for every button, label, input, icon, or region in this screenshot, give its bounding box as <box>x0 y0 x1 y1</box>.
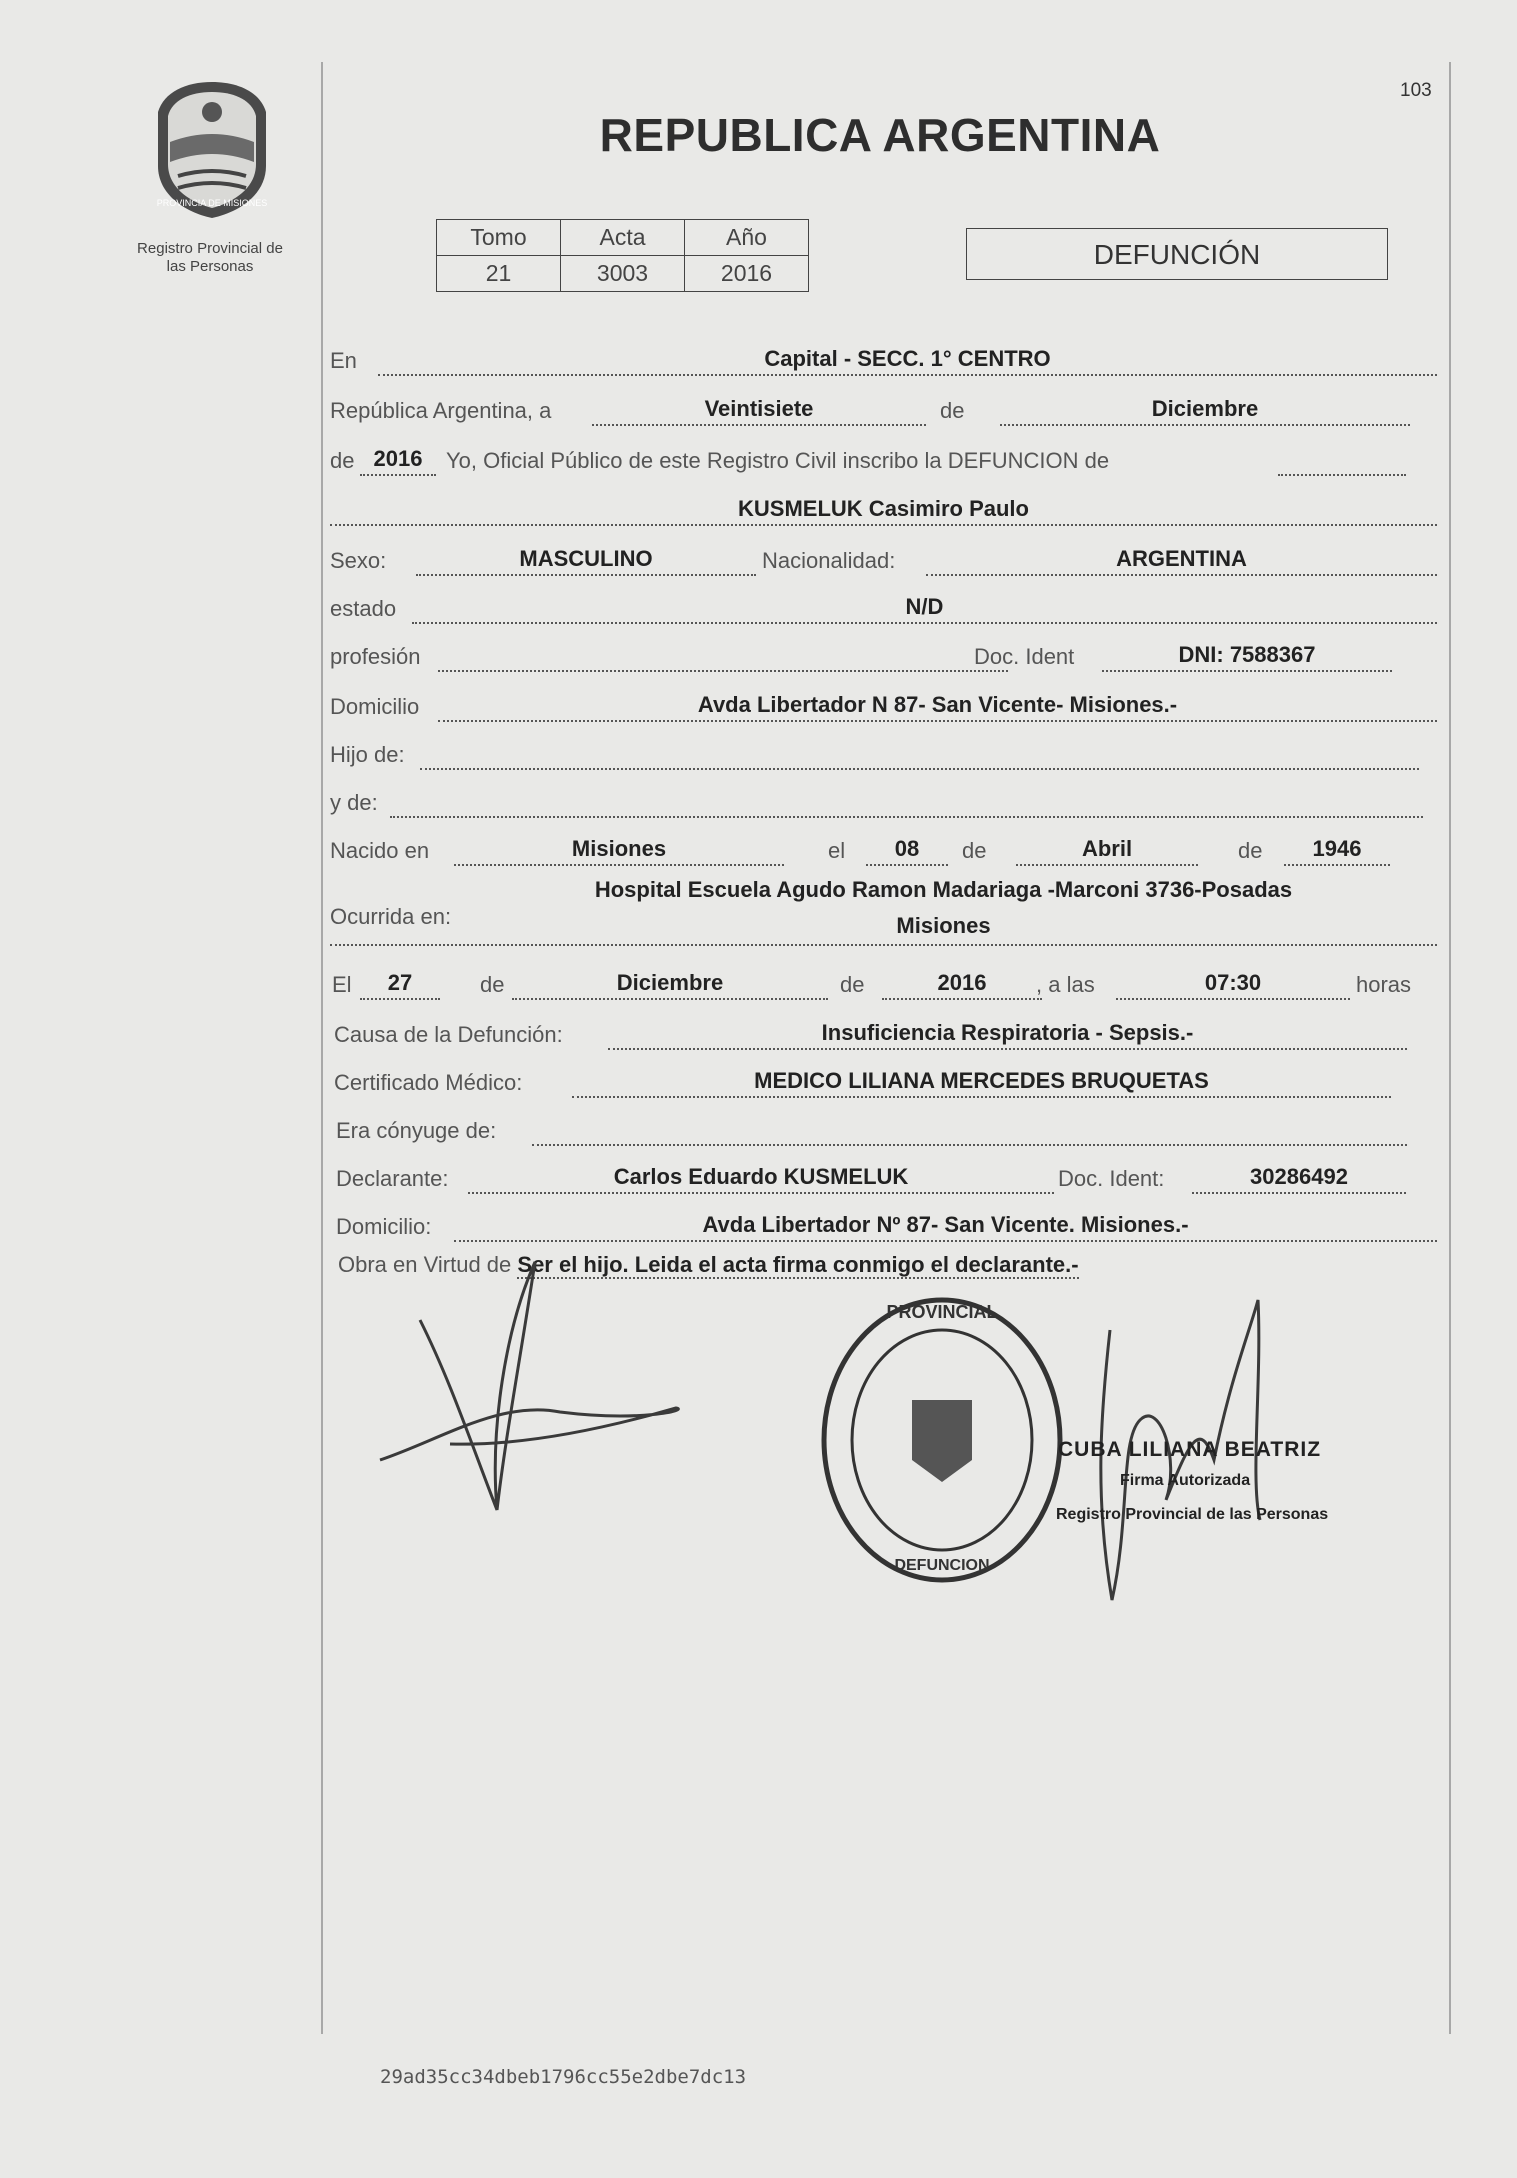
el2-label: El <box>332 972 352 997</box>
official-seal <box>824 1300 1060 1580</box>
domicilio2-label: Domicilio: <box>336 1214 432 1239</box>
nacido-label: Nacido en <box>330 838 430 863</box>
domicilio2-value: Avda Libertador Nº 87- San Vicente. Misiones.- <box>702 1212 1189 1237</box>
domicilio-value: Avda Libertador N 87- San Vicente- Misiones.- <box>697 692 1178 717</box>
signatory-org: Registro Provincial de las Personas <box>1056 1506 1329 1523</box>
sexo-value: MASCULINO <box>519 546 653 571</box>
tomo-value: 21 <box>437 256 561 292</box>
horas-label: horas <box>1356 972 1412 997</box>
obra-label: Obra en Virtud de <box>338 1252 512 1277</box>
nacido-value: Misiones <box>571 836 667 861</box>
conyuge-label: Era cónyuge de: <box>336 1118 497 1143</box>
de-label: de <box>940 398 965 423</box>
svg-text:PROVINCIAL: PROVINCIAL <box>886 1302 998 1322</box>
svg-text:DEFUNCION: DEFUNCION <box>894 1557 990 1574</box>
death-month: Diciembre <box>616 970 724 995</box>
death-time: 07:30 <box>1204 970 1262 995</box>
birth-de-label-1: de <box>962 838 987 863</box>
hijo-label: Hijo de: <box>330 742 405 767</box>
profesion-label: profesión <box>330 644 421 669</box>
republica-label: República Argentina, a <box>330 398 552 423</box>
doc-ident-value: DNI: 7588367 <box>1178 642 1316 667</box>
document-title: REPUBLICA ARGENTINA <box>599 109 1161 161</box>
death-de-label-1: de <box>480 972 505 997</box>
year: 2016 <box>373 446 423 471</box>
seal-emblem <box>912 1400 972 1482</box>
death-year: 2016 <box>937 970 987 995</box>
day-words: Veintisiete <box>704 396 814 421</box>
birth-day: 08 <box>894 836 920 861</box>
alas-label: , a las <box>1036 972 1095 997</box>
nacionalidad-value: ARGENTINA <box>1116 546 1247 571</box>
certificado-label: Certificado Médico: <box>334 1070 523 1095</box>
deceased-name: KUSMELUK Casimiro Paulo <box>738 496 1029 521</box>
signatory-role: Firma Autorizada <box>1120 1472 1251 1489</box>
doc-ident-label: Doc. Ident <box>974 644 1075 669</box>
declarant-signature <box>380 1262 678 1510</box>
ocurrida-line-2: Misiones <box>896 913 991 938</box>
declarante-doc-label: Doc. Ident: <box>1058 1166 1165 1191</box>
domicilio-label: Domicilio <box>330 694 420 719</box>
registry-line-1: Registro Provincial de <box>137 240 283 257</box>
year-de-label: de <box>330 448 355 473</box>
birth-year: 1946 <box>1312 836 1362 861</box>
declarante-doc-value: 30286492 <box>1250 1164 1348 1189</box>
sexo-label: Sexo: <box>330 548 387 573</box>
el-label: el <box>828 838 846 863</box>
declarante-value: Carlos Eduardo KUSMELUK <box>613 1164 909 1189</box>
ano-header: Año <box>685 220 809 256</box>
yo-text: Yo, Oficial Público de este Registro Civil inscribo la DEFUNCION de <box>446 448 1110 473</box>
estado-label: estado <box>330 596 397 621</box>
certificado-value: MEDICO LILIANA MERCEDES BRUQUETAS <box>754 1068 1209 1093</box>
declarante-label: Declarante: <box>336 1166 449 1191</box>
registry-line-2: las Personas <box>166 258 254 275</box>
month: Diciembre <box>1151 396 1259 421</box>
death-de-label-2: de <box>840 972 865 997</box>
yde-label: y de: <box>330 790 378 815</box>
causa-label: Causa de la Defunción: <box>334 1022 563 1047</box>
ocurrida-label: Ocurrida en: <box>330 904 452 929</box>
birth-month: Abril <box>1081 836 1133 861</box>
tomo-header: Tomo <box>437 220 561 256</box>
nacionalidad-label: Nacionalidad: <box>762 548 896 573</box>
ocurrida-line-1: Hospital Escuela Agudo Ramon Madariaga -Marconi 3736-Posadas <box>594 877 1293 902</box>
causa-value: Insuficiencia Respiratoria - Sepsis.- <box>821 1020 1194 1045</box>
acta-value: 3003 <box>561 256 685 292</box>
document-type-box: DEFUNCIÓN <box>966 228 1388 280</box>
ano-value: 2016 <box>685 256 809 292</box>
birth-de-label-2: de <box>1238 838 1263 863</box>
document-hash: 29ad35cc34dbeb1796cc55e2dbe7dc13 <box>380 2066 747 2088</box>
acta-header: Acta <box>561 220 685 256</box>
estado-value: N/D <box>905 594 944 619</box>
svg-text:PROVINCIA DE MISIONES: PROVINCIA DE MISIONES <box>156 198 268 208</box>
en-label: En <box>330 348 357 373</box>
obra-value: Ser el hijo. Leida el acta firma conmigo el declarante.- <box>517 1252 1079 1277</box>
page-number: 103 <box>1400 80 1432 101</box>
death-day: 27 <box>387 970 413 995</box>
signatory-name: CUBA LILIANA BEATRIZ <box>1058 1438 1322 1461</box>
en-value: Capital - SECC. 1° CENTRO <box>764 346 1051 371</box>
